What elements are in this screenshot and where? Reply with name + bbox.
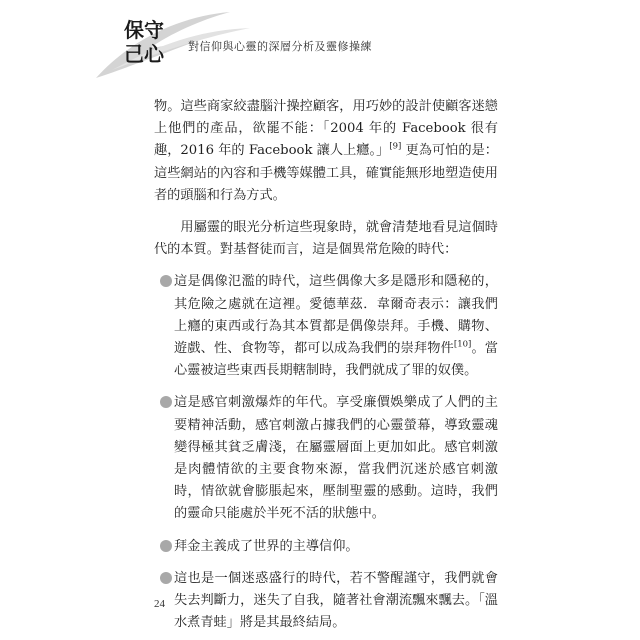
badge-line-1: 保守 xyxy=(124,18,164,42)
list-item-text-a: 拜金主義成了世界的主導信仰。 xyxy=(174,538,359,554)
page-number: 24 xyxy=(154,598,165,610)
running-header-title: 對信仰與心靈的深層分析及靈修操練 xyxy=(188,40,372,53)
list-item-text-a: 這是偶像氾濫的時代，這些偶像大多是隱形和隱秘的，其危險之處就在這裡。愛德華茲．韋爾奇表示：讓我們上癮的東西或行為其本質都是偶像崇拜。手機、購物、遊戲、性、食物等，都可以成為我們的崇拜物件 xyxy=(174,274,498,357)
paragraph-1-text-a: 物。這些商家絞盡腦汁操控顧客，用巧妙的設計使顧客迷戀上他們的產品，欲罷不能：「2004 年的 Facebook 很有趣，2016 年的 Facebook 讓人上癮。」 xyxy=(154,99,498,159)
list-item-text-b: 。當心靈被這些東西長期轄制時，我們就成了罪的奴僕。 xyxy=(174,341,498,379)
body-text xyxy=(154,96,498,634)
bullet-dot-icon xyxy=(160,275,172,287)
paragraph-1-text-b: 更為可怕的是：這些網站的內容和手機等媒體工具，確實能無形地塑造使用者的頭腦和行為方式。 xyxy=(154,143,498,203)
footnote-ref-10: [10] xyxy=(453,339,472,350)
list-item-text-a: 這也是一個迷惑盛行的時代，若不警醒謹守，我們就會失去判斷力，迷失了自我，隨著社會潮流飄來飄去。「溫水煮青蛙」將是其最終結局。 xyxy=(174,570,498,631)
list-item-text-a: 這是感官刺激爆炸的年代。享受廉價娛樂成了人們的主要精神活動，感官刺激占據我們的心靈螢幕，導致靈魂變得極其貧乏膚淺，在屬靈層面上更加如此。感官刺激是肉體情欲的主要食物來源，當我們沉迷於感官刺激時，情欲就會膨脹起來，壓制聖靈的感動。這時，我們的靈命只能處於半死不活的狀態中。 xyxy=(174,395,498,522)
paragraph-1 xyxy=(154,96,498,207)
list-item xyxy=(154,536,498,558)
bullet-dot-icon xyxy=(160,540,172,552)
page-header xyxy=(0,0,640,100)
list-item xyxy=(154,392,498,525)
list-item xyxy=(154,271,498,382)
bullet-list xyxy=(154,271,498,634)
list-item xyxy=(154,568,498,635)
bullet-dot-icon xyxy=(160,572,172,584)
badge-line-2: 己心 xyxy=(124,42,164,66)
book-title-badge xyxy=(118,18,170,66)
footnote-ref-9: [9] xyxy=(389,142,402,153)
bullet-dot-icon xyxy=(160,396,172,408)
paragraph-2: 用屬靈的眼光分析這些現象時，就會清楚地看見這個時代的本質。對基督徒而言，這是個異常危險的時代： xyxy=(154,220,498,258)
